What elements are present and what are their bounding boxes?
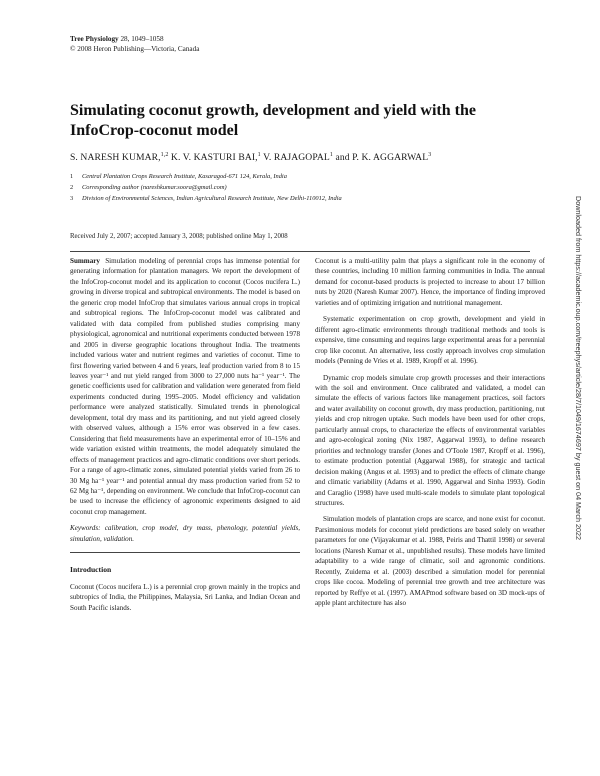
author-name: V. RAJAGOPAL — [260, 152, 330, 164]
affiliation-text: Central Plantation Crops Research Institute, Kasaragod-671 124, Kerala, India — [82, 173, 287, 180]
body-paragraph: Systematic experimentation on crop growth, development and yield in different agro-climatic environments through traditional methods and tools is expensive, time consuming and requires large experimental areas for a perennial crop like coconut. An alternative, less costly approach involves crop simulation models (Penning de Vries et al. 1989, Kropff et al. 1996). — [315, 315, 545, 366]
summary-paragraph — [70, 256, 300, 517]
left-column — [70, 256, 300, 613]
affiliations — [70, 171, 540, 204]
author-affil-mark: 1,2 — [160, 152, 169, 158]
author-affil-mark: 1 — [329, 152, 333, 158]
summary-text: Simulation modeling of perennial crops has immense potential for generating information for plantation managers. We report the development of the InfoCrop-coconut model and its application to coconut (Cocos nucifera L.) growing in diverse tropical and subtropical environments. The model is based on the generic crop model InfoCrop that simulates various annual crops in tropical and subtropical regions. The InfoCrop-coconut model was calibrated and validated with data compiled from published studies comprising many physiological, agronomical and nutritional experiments conducted between 1978 and 2005 in diverse geographic locations throughout India. The treatments included various water and nutrient regimes and varieties of coconut. Time to first flowering varied between 4 and 6 years, leaf production varied from 8 to 15 leaves year⁻¹ and nut yield ranged from 3000 to 27,000 nuts ha⁻¹ year⁻¹. The genetic coefficients used for calibration and validation were generated from field experiments conducted during 1995–2005. Model efficiency and validation performance were analyzed statistically. Simulated trends in phenological development, total dry mass and its partitioning, and nut yield agreed closely with observed values, although a 15% error was observed in a few cases. Considering that field measurements have an experimental error of 10–15% and wide variation existed within treatments, the model adequately simulated the effects of management practices and agro-climatic conditions over short periods. For a range of agro-climatic zones, simulated potential yields varied from 26 to 30 Mg ha⁻¹ year⁻¹ and potential annual dry mass production varied from 52 to 62 Mg ha⁻¹, depending on environment. We conclude that InfoCrop-coconut can be used to increase the efficiency of agronomic experiments designed to aid coconut crop management. — [70, 257, 300, 516]
affiliation-item — [70, 193, 540, 204]
author-list — [70, 152, 431, 163]
body-paragraph: Coconut is a multi-utility palm that plays a significant role in the economy of these countries, including 10 million farming communities in India. The annual demand for coconut-based products is projected to increase to about 17 billion nuts by 2020 (Naresh Kumar 2007). Hence, the importance of finding improved varieties and of optimizing irrigation and nutritional management. — [315, 257, 545, 307]
divider — [70, 552, 300, 553]
divider — [70, 251, 530, 252]
body-paragraph: Simulation models of plantation crops are scarce, and none exist for coconut. Parsimonious models for coconut yield predictions are based solely on weather parameters for one (Vijayakumar et al. 1988, Peiris and Thattil 1998) or several locations (Naresh Kumar et al., unpublished results). These models have limited adaptability to a wide range of climatic, soil and agronomic conditions. Recently, Zuidema et al. (2003) described a simulation model for perennial crops like cocoa. Modeling of perennial tree growth and tree architecture was reported by Reffye et al. (1997). AMAPmod software based on 3D mock-ups of apple plant architecture has also — [315, 515, 545, 608]
summary-label: Summary — [70, 257, 100, 265]
affiliation-text: Division of Environmental Sciences, Indian Agricultural Research Institute, New Delhi-110012, India — [82, 195, 342, 202]
received-dates: Received July 2, 2007; accepted January 3, 2008; published online May 1, 2008 — [70, 233, 288, 240]
body-paragraph: Dynamic crop models simulate crop growth processes and their interactions with the soil and environment. Once calibrated and validated, a model can simulate the effects of various factors like management practices, soil factors and water availability on coconut growth, dry mass production, partitioning, nut yields and crop nitrogen uptake. Such models have been used for other crops, particularly annual crops, to characterize the effects of environmental variables and agro-ecological zoning (Nix 1987, Aggarwal 1993), to define research priorities and technology transfer (Jones and O'Toole 1987, Kropff et al. 1996), to estimate production potential (Aggarwal 1988), for strategic and tactical decision making (Angus et al. 1993) and to predict the effects of climate change and climatic variability (Adams et al. 1990, Aggarwal and Sinha 1993). Godin and Caraglio (1998) have used multi-scale models to simulate plant topological structures. — [315, 373, 545, 507]
copyright-line: © 2008 Heron Publishing—Victoria, Canada — [70, 45, 200, 53]
affiliation-item — [70, 182, 540, 193]
intro-paragraph: Coconut (Cocos nucifera L.) is a perennial crop grown mainly in the tropics and subtropics of India, the Philippines, Malaysia, Sri Lanka, and Indian Ocean and South Pacific islands. — [70, 582, 300, 612]
author-name: and P. K. AGGARWAL — [333, 152, 429, 164]
keywords: Keywords: calibration, crop model, dry mass, phenology, potential yields, simulation, validation. — [70, 524, 300, 543]
author-affil-mark: 1 — [257, 152, 261, 158]
affiliation-item — [70, 171, 540, 182]
affiliation-number: 3 — [70, 195, 74, 202]
author-affil-mark: 3 — [428, 152, 432, 158]
author-name: S. NARESH KUMAR, — [70, 152, 161, 164]
article-title: Simulating coconut growth, development and yield with the InfoCrop-coconut model — [70, 102, 476, 139]
author-name: K. V. KASTURI BAI, — [168, 152, 258, 164]
affiliation-number: 2 — [70, 184, 74, 191]
right-column — [315, 256, 545, 609]
journal-name: Tree Physiology — [70, 35, 119, 43]
journal-citation — [70, 34, 199, 44]
affiliation-number: 1 — [70, 173, 74, 180]
section-heading: Introduction — [70, 565, 112, 575]
affiliation-text: Corresponding author (nareshkumar.soora@gmail.com) — [82, 184, 227, 191]
download-watermark — [574, 196, 584, 576]
volume-pages: 28, 1049–1058 — [118, 35, 164, 43]
journal-header — [70, 34, 199, 54]
download-note: Downloaded from https://academic.oup.com/treephys/article/28/7/1049/1674697 by guest on 04 March 2022 — [574, 196, 583, 541]
